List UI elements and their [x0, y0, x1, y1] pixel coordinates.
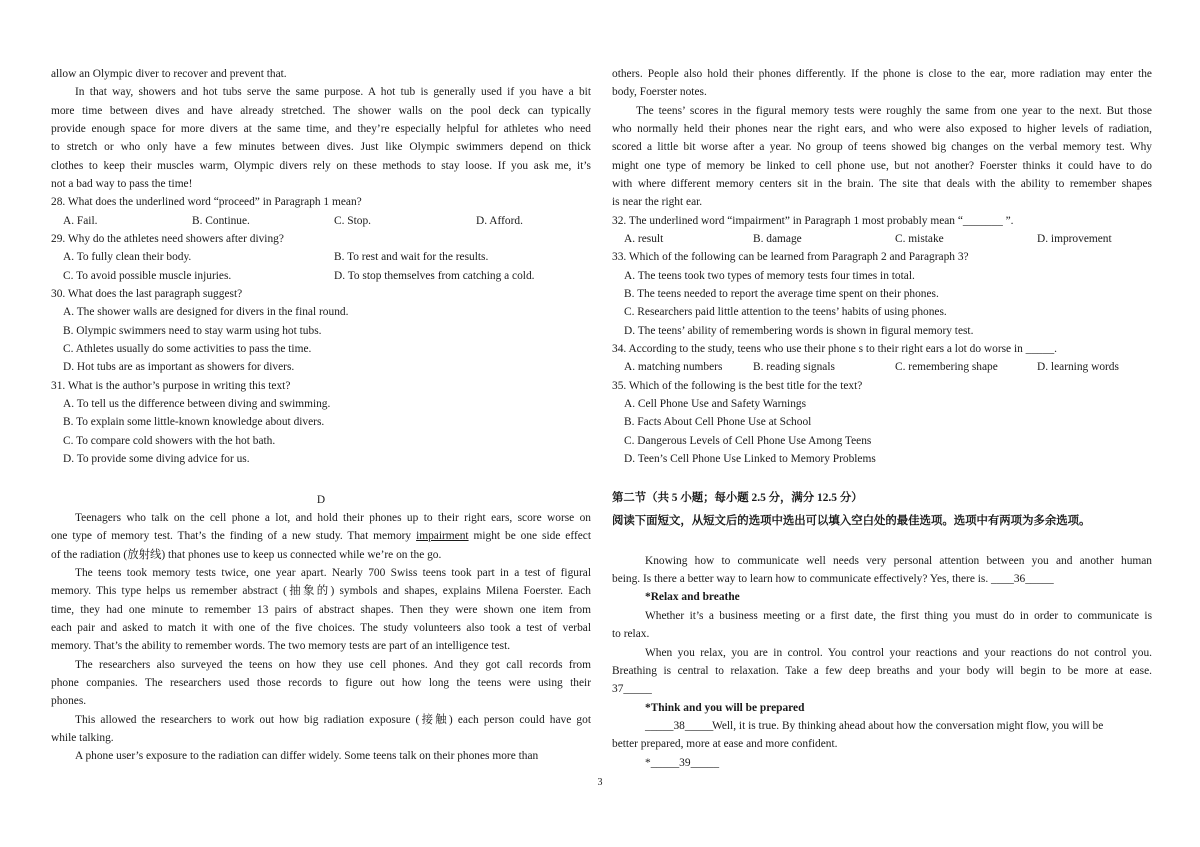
- q28-option-d[interactable]: D. Afford.: [476, 215, 523, 227]
- passage-line: In that way, showers and hot tubs serve the same purpose. A hot tub is generally used if you have a bit: [75, 86, 591, 98]
- passage-line: body, Foerster notes.: [612, 86, 707, 98]
- question-34-stem: 34. According to the study, teens who use their phone s to their right ears a lot do worse in _____.: [612, 343, 1057, 355]
- passage-line: more time between dives and have already stretched. The shower walls on the pool deck can typically: [51, 105, 591, 117]
- cloze-line: Knowing how to communicate well needs very personal attention between you and another human: [645, 555, 1152, 567]
- passage-line: one type of memory test. That’s the finding of a new study. That memory impairment might be one side effect: [51, 530, 592, 542]
- question-32-stem: 32. The underlined word “impairment” in Paragraph 1 most probably mean “_______ ”.: [612, 215, 1014, 227]
- cloze-line: Whether it’s a business meeting or a first date, the first thing you must do in order to communicate is: [645, 610, 1152, 622]
- q33-option-b[interactable]: B. The teens needed to report the average time spent on their phones.: [624, 288, 939, 300]
- q30-option-c[interactable]: C. Athletes usually do some activities to pass the time.: [63, 343, 312, 355]
- q34-option-b[interactable]: B. reading signals: [753, 361, 835, 373]
- q34-option-c[interactable]: C. remembering shape: [895, 361, 998, 373]
- passage-line: This allowed the researchers to work out how big radiation exposure (接触) each person could have got: [75, 714, 591, 726]
- passage-line: to stretch or who only have a few minutes between dives. Just like Olympic swimmers depend on thick: [51, 141, 591, 153]
- question-30-stem: 30. What does the last paragraph suggest?: [51, 288, 243, 300]
- passage-line: with where different memory centers sit in the brain. The site that deals with the ability to remember shapes: [612, 178, 1152, 190]
- passage-line: while talking.: [51, 732, 114, 744]
- passage-line: provide enough space for more divers at the same time, and they’re especially helpful for athletes who need: [51, 123, 591, 135]
- cloze-line: Well, it is true. By thinking ahead about how the conversation might flow, you will be: [712, 720, 1104, 732]
- q32-option-b[interactable]: B. damage: [753, 233, 802, 245]
- q32-option-d[interactable]: D. improvement: [1037, 233, 1112, 245]
- cloze-line: Breathing is central to relaxation. Take a few deep breaths and your body will begin to be more at ease.: [612, 665, 1152, 677]
- passage-line: clothes to keep their muscles warm, Olympic divers rely on these methods to stay loose. If you ask me, it’s: [51, 160, 591, 172]
- q35-option-a[interactable]: A. Cell Phone Use and Safety Warnings: [624, 398, 807, 410]
- page-number: 3: [597, 777, 603, 788]
- q30-option-d[interactable]: D. Hot tubs are as important as showers for divers.: [63, 361, 295, 373]
- q32-option-c[interactable]: C. mistake: [895, 233, 944, 245]
- q28-option-b[interactable]: B. Continue.: [192, 215, 250, 227]
- passage-line: The teens’ scores in the figural memory tests were roughly the same from one year to the next. But those: [636, 105, 1152, 117]
- q30-option-b[interactable]: B. Olympic swimmers need to stay warm using hot tubs.: [63, 325, 322, 337]
- blank-38[interactable]: _____38_____: [645, 720, 714, 732]
- question-33-stem: 33. Which of the following can be learned from Paragraph 2 and Paragraph 3?: [612, 251, 969, 263]
- passage-line: not a bad way to pass the time!: [51, 178, 193, 190]
- q31-option-a[interactable]: A. To tell us the difference between diving and swimming.: [63, 398, 331, 410]
- question-29-stem: 29. Why do the athletes need showers after diving?: [51, 233, 284, 245]
- cloze-line: to relax.: [612, 628, 650, 640]
- blank-39[interactable]: *_____39_____: [645, 757, 720, 769]
- passage-line: scored a little bit worse after a year. No group of teens showed big changes on the verbal memory test. Why: [612, 141, 1152, 153]
- passage-line: allow an Olympic diver to recover and prevent that.: [51, 68, 287, 80]
- passage-line: is near the right ear.: [612, 196, 703, 208]
- section-2-instructions: 阅读下面短文，从短文后的选项中选出可以填入空白处的最佳选项。选项中有两项为多余选项。: [612, 515, 1091, 527]
- q32-option-a[interactable]: A. result: [624, 233, 664, 245]
- section-d-title: D: [316, 494, 326, 506]
- passage-line: might one type of memory be linked to cell phone use, but not another? Foerster thinks it could have to do: [612, 160, 1152, 172]
- q31-option-b[interactable]: B. To explain some little-known knowledge about divers.: [63, 416, 325, 428]
- underlined-word-impairment: impairment: [416, 530, 469, 542]
- q35-option-d[interactable]: D. Teen’s Cell Phone Use Linked to Memory Problems: [624, 453, 876, 465]
- blank-37[interactable]: 37_____: [612, 683, 652, 695]
- question-35-stem: 35. Which of the following is the best title for the text?: [612, 380, 863, 392]
- passage-line: A phone user’s exposure to the radiation can differ widely. Some teens talk on their phones more than: [75, 750, 539, 762]
- q33-option-d[interactable]: D. The teens’ ability of remembering words is shown in figural memory test.: [624, 325, 974, 337]
- q28-option-a[interactable]: A. Fail.: [63, 215, 98, 227]
- q35-option-c[interactable]: C. Dangerous Levels of Cell Phone Use Among Teens: [624, 435, 872, 447]
- q31-option-d[interactable]: D. To provide some diving advice for us.: [63, 453, 250, 465]
- cloze-heading-think: *Think and you will be prepared: [645, 702, 805, 714]
- cloze-heading-relax: *Relax and breathe: [645, 591, 740, 603]
- q35-option-b[interactable]: B. Facts About Cell Phone Use at School: [624, 416, 812, 428]
- question-28-stem: 28. What does the underlined word “proceed” in Paragraph 1 mean?: [51, 196, 362, 208]
- passage-line: time, they had one minute to remember 13 pairs of abstract shapes. Then they were shown one item from: [51, 604, 591, 616]
- q33-option-a[interactable]: A. The teens took two types of memory tests four times in total.: [624, 270, 915, 282]
- q29-option-b[interactable]: B. To rest and wait for the results.: [334, 251, 489, 263]
- q31-option-c[interactable]: C. To compare cold showers with the hot bath.: [63, 435, 276, 447]
- cloze-line: better prepared, more at ease and more confident.: [612, 738, 838, 750]
- blank-36[interactable]: ____36_____: [991, 573, 1054, 585]
- q29-option-d[interactable]: D. To stop themselves from catching a cold.: [334, 270, 535, 282]
- cloze-line: When you relax, you are in control. You control your reactions and your reactions do not control you.: [645, 647, 1152, 659]
- passage-line: each pair and asked to match it with one of the five choices. The study volunteers also took a test of verbal: [51, 622, 591, 634]
- q28-option-c[interactable]: C. Stop.: [334, 215, 372, 227]
- passage-line: memory. That’s the ability to remember words. The two memory tests are part of an intelligence test.: [51, 640, 511, 652]
- passage-line: The teens took memory tests twice, one year apart. Nearly 700 Swiss teens took part in a test of figural: [75, 567, 591, 579]
- passage-line: phones.: [51, 695, 87, 707]
- question-31-stem: 31. What is the author’s purpose in writing this text?: [51, 380, 291, 392]
- q34-option-d[interactable]: D. learning words: [1037, 361, 1119, 373]
- q33-option-c[interactable]: C. Researchers paid little attention to the teens’ habits of using phones.: [624, 306, 947, 318]
- passage-line: The researchers also surveyed the teens on how they use cell phones. And they got call records from: [75, 659, 591, 671]
- passage-line: others. People also hold their phones differently. If the phone is close to the ear, more radiation may enter the: [612, 68, 1152, 80]
- q30-option-a[interactable]: A. The shower walls are designed for divers in the final round.: [63, 306, 349, 318]
- passage-line: memory. This type helps us remember abstract (抽象的) symbols and shapes, explains Milena Foerster. Each: [51, 585, 591, 597]
- q29-option-a[interactable]: A. To fully clean their body.: [63, 251, 192, 263]
- passage-line: who normally held their phones near the right ears, and who were also exposed to higher levels of radiation,: [612, 123, 1152, 135]
- cloze-line: being. Is there a better way to learn how to communicate effectively? Yes, there is. ____36_____: [612, 573, 1054, 585]
- q29-option-c[interactable]: C. To avoid possible muscle injuries.: [63, 270, 232, 282]
- passage-line: phone companies. The researchers used those records to figure out how long the teens were using their: [51, 677, 591, 689]
- passage-line: Teenagers who talk on the cell phone a lot, and hold their phones up to their right ears, score worse on: [75, 512, 591, 524]
- q34-option-a[interactable]: A. matching numbers: [624, 361, 723, 373]
- passage-line: of the radiation (放射线) that phones use to keep us connected while we’re on the go.: [51, 549, 442, 561]
- section-2-title: 第二节（共 5 小题；每小题 2.5 分，满分 12.5 分）: [612, 492, 863, 504]
